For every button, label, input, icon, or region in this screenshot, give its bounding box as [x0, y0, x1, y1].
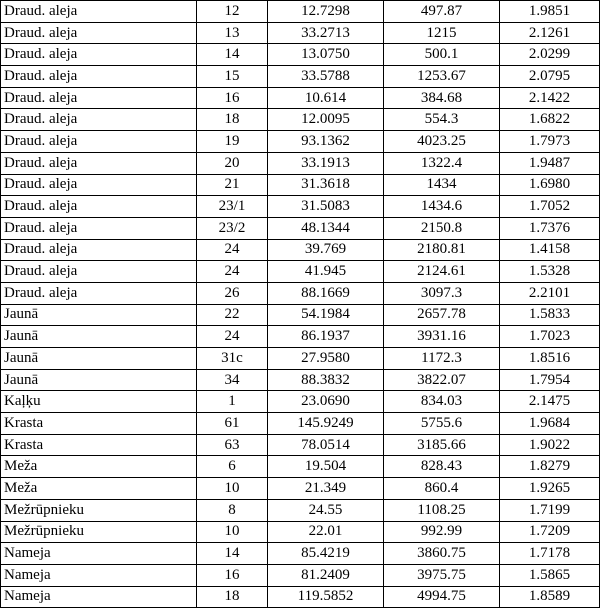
street-cell: Kaļķu: [1, 391, 197, 413]
value-a-cell: 119.5852: [268, 586, 384, 608]
value-a-cell: 23.0690: [268, 391, 384, 413]
table-row: [1, 434, 600, 456]
table-row: [1, 1, 600, 23]
table-row: [1, 87, 600, 109]
table-row: [1, 391, 600, 413]
table-row: [1, 174, 600, 196]
value-a-cell: 86.1937: [268, 326, 384, 348]
value-a-cell: 24.55: [268, 499, 384, 521]
house-number-cell: 23/1: [197, 196, 268, 218]
house-number-cell: 24: [197, 261, 268, 283]
value-a-cell: 19.504: [268, 456, 384, 478]
value-a-cell: 54.1984: [268, 304, 384, 326]
street-cell: Draud. aleja: [1, 239, 197, 261]
value-a-cell: 78.0514: [268, 434, 384, 456]
street-cell: Draud. aleja: [1, 109, 197, 131]
value-b-cell: 828.43: [384, 456, 500, 478]
house-number-cell: 26: [197, 282, 268, 304]
value-b-cell: 2124.61: [384, 261, 500, 283]
house-number-cell: 12: [197, 1, 268, 23]
value-a-cell: 93.1362: [268, 131, 384, 153]
street-cell: Nameja: [1, 543, 197, 565]
street-cell: Jaunā: [1, 304, 197, 326]
value-b-cell: 2150.8: [384, 217, 500, 239]
ratio-cell: 2.0795: [500, 66, 600, 88]
table-row: [1, 66, 600, 88]
street-cell: Nameja: [1, 586, 197, 608]
house-number-cell: 15: [197, 66, 268, 88]
street-cell: Nameja: [1, 564, 197, 586]
ratio-cell: 1.9265: [500, 478, 600, 500]
value-b-cell: 1253.67: [384, 66, 500, 88]
value-a-cell: 31.3618: [268, 174, 384, 196]
value-b-cell: 3975.75: [384, 564, 500, 586]
value-a-cell: 13.0750: [268, 44, 384, 66]
value-a-cell: 33.2713: [268, 22, 384, 44]
street-cell: Jaunā: [1, 369, 197, 391]
value-b-cell: 860.4: [384, 478, 500, 500]
ratio-cell: 1.5865: [500, 564, 600, 586]
table-row: [1, 152, 600, 174]
ratio-cell: 2.1422: [500, 87, 600, 109]
table-row: [1, 22, 600, 44]
ratio-cell: 1.7178: [500, 543, 600, 565]
value-b-cell: 497.87: [384, 1, 500, 23]
street-cell: Meža: [1, 478, 197, 500]
house-number-cell: 6: [197, 456, 268, 478]
value-b-cell: 3822.07: [384, 369, 500, 391]
house-number-cell: 22: [197, 304, 268, 326]
value-a-cell: 27.9580: [268, 348, 384, 370]
house-number-cell: 18: [197, 586, 268, 608]
ratio-cell: 1.7954: [500, 369, 600, 391]
ratio-cell: 2.2101: [500, 282, 600, 304]
value-a-cell: 88.3832: [268, 369, 384, 391]
street-cell: Draud. aleja: [1, 217, 197, 239]
ratio-cell: 1.7973: [500, 131, 600, 153]
ratio-cell: 1.4158: [500, 239, 600, 261]
value-a-cell: 33.1913: [268, 152, 384, 174]
table-row: [1, 586, 600, 608]
table-row: [1, 109, 600, 131]
table-row: [1, 326, 600, 348]
table-body: [1, 1, 600, 608]
ratio-cell: 2.0299: [500, 44, 600, 66]
table-row: [1, 239, 600, 261]
value-b-cell: 384.68: [384, 87, 500, 109]
ratio-cell: 2.1475: [500, 391, 600, 413]
street-cell: Meža: [1, 456, 197, 478]
ratio-cell: 1.7023: [500, 326, 600, 348]
value-b-cell: 1108.25: [384, 499, 500, 521]
ratio-cell: 1.9022: [500, 434, 600, 456]
house-number-cell: 24: [197, 239, 268, 261]
house-number-cell: 18: [197, 109, 268, 131]
table-row: [1, 564, 600, 586]
street-cell: Draud. aleja: [1, 22, 197, 44]
street-cell: Draud. aleja: [1, 282, 197, 304]
table-row: [1, 196, 600, 218]
value-a-cell: 41.945: [268, 261, 384, 283]
house-number-cell: 24: [197, 326, 268, 348]
table-row: [1, 413, 600, 435]
value-b-cell: 500.1: [384, 44, 500, 66]
street-cell: Draud. aleja: [1, 196, 197, 218]
street-cell: Draud. aleja: [1, 66, 197, 88]
table-row: [1, 521, 600, 543]
table-row: [1, 282, 600, 304]
ratio-cell: 2.1261: [500, 22, 600, 44]
value-b-cell: 4994.75: [384, 586, 500, 608]
house-number-cell: 8: [197, 499, 268, 521]
table-row: [1, 499, 600, 521]
value-a-cell: 81.2409: [268, 564, 384, 586]
table-row: [1, 369, 600, 391]
value-a-cell: 12.0095: [268, 109, 384, 131]
ratio-cell: 1.8589: [500, 586, 600, 608]
value-a-cell: 21.349: [268, 478, 384, 500]
value-b-cell: 1434.6: [384, 196, 500, 218]
house-number-cell: 1: [197, 391, 268, 413]
table-row: [1, 348, 600, 370]
value-a-cell: 33.5788: [268, 66, 384, 88]
house-number-cell: 34: [197, 369, 268, 391]
table-row: [1, 261, 600, 283]
house-number-cell: 20: [197, 152, 268, 174]
ratio-cell: 1.6980: [500, 174, 600, 196]
value-b-cell: 1434: [384, 174, 500, 196]
house-number-cell: 10: [197, 521, 268, 543]
street-cell: Jaunā: [1, 326, 197, 348]
ratio-cell: 1.6822: [500, 109, 600, 131]
table-row: [1, 131, 600, 153]
house-number-cell: 10: [197, 478, 268, 500]
value-b-cell: 4023.25: [384, 131, 500, 153]
house-number-cell: 14: [197, 543, 268, 565]
street-cell: Jaunā: [1, 348, 197, 370]
table-row: [1, 456, 600, 478]
street-cell: Draud. aleja: [1, 87, 197, 109]
ratio-cell: 1.7209: [500, 521, 600, 543]
table-row: [1, 44, 600, 66]
value-a-cell: 48.1344: [268, 217, 384, 239]
house-number-cell: 63: [197, 434, 268, 456]
ratio-cell: 1.5833: [500, 304, 600, 326]
value-a-cell: 12.7298: [268, 1, 384, 23]
street-cell: Krasta: [1, 434, 197, 456]
street-cell: Draud. aleja: [1, 44, 197, 66]
value-b-cell: 834.03: [384, 391, 500, 413]
ratio-cell: 1.7052: [500, 196, 600, 218]
ratio-cell: 1.9851: [500, 1, 600, 23]
table-row: [1, 478, 600, 500]
value-b-cell: 1172.3: [384, 348, 500, 370]
house-number-cell: 16: [197, 87, 268, 109]
ratio-cell: 1.8516: [500, 348, 600, 370]
street-cell: Krasta: [1, 413, 197, 435]
house-number-cell: 16: [197, 564, 268, 586]
value-b-cell: 992.99: [384, 521, 500, 543]
value-b-cell: 2657.78: [384, 304, 500, 326]
house-number-cell: 61: [197, 413, 268, 435]
table-row: [1, 304, 600, 326]
table-row: [1, 217, 600, 239]
value-a-cell: 145.9249: [268, 413, 384, 435]
value-b-cell: 2180.81: [384, 239, 500, 261]
ratio-cell: 1.8279: [500, 456, 600, 478]
street-cell: Draud. aleja: [1, 131, 197, 153]
street-cell: Draud. aleja: [1, 261, 197, 283]
table-row: [1, 543, 600, 565]
value-b-cell: 3860.75: [384, 543, 500, 565]
value-b-cell: 3097.3: [384, 282, 500, 304]
value-b-cell: 5755.6: [384, 413, 500, 435]
value-b-cell: 3931.16: [384, 326, 500, 348]
street-cell: Mežrūpnieku: [1, 521, 197, 543]
value-a-cell: 88.1669: [268, 282, 384, 304]
value-a-cell: 31.5083: [268, 196, 384, 218]
street-cell: Draud. aleja: [1, 152, 197, 174]
house-number-cell: 13: [197, 22, 268, 44]
ratio-cell: 1.7376: [500, 217, 600, 239]
value-b-cell: 1215: [384, 22, 500, 44]
street-cell: Draud. aleja: [1, 1, 197, 23]
value-a-cell: 10.614: [268, 87, 384, 109]
value-a-cell: 22.01: [268, 521, 384, 543]
ratio-cell: 1.9684: [500, 413, 600, 435]
value-b-cell: 3185.66: [384, 434, 500, 456]
house-number-cell: 23/2: [197, 217, 268, 239]
house-number-cell: 31c: [197, 348, 268, 370]
value-a-cell: 85.4219: [268, 543, 384, 565]
house-number-cell: 14: [197, 44, 268, 66]
street-cell: Draud. aleja: [1, 174, 197, 196]
ratio-cell: 1.9487: [500, 152, 600, 174]
value-b-cell: 1322.4: [384, 152, 500, 174]
street-cell: Mežrūpnieku: [1, 499, 197, 521]
ratio-cell: 1.5328: [500, 261, 600, 283]
value-b-cell: 554.3: [384, 109, 500, 131]
house-number-cell: 19: [197, 131, 268, 153]
house-number-cell: 21: [197, 174, 268, 196]
ratio-cell: 1.7199: [500, 499, 600, 521]
value-a-cell: 39.769: [268, 239, 384, 261]
